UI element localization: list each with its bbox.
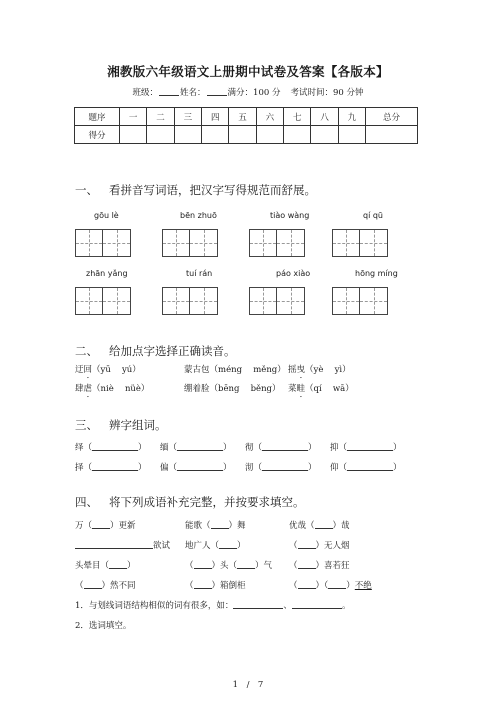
- pinyin-label: qí qū: [363, 211, 383, 220]
- exam-info: [0, 86, 496, 98]
- answer-blank[interactable]: [219, 539, 237, 549]
- idiom-item: 欲试: [75, 539, 170, 551]
- reading-item: 菜畦（qí wā）: [288, 384, 354, 394]
- question-2: 2．选词填空。: [75, 621, 132, 631]
- time-label: 考试时间：90 分钟: [290, 88, 364, 98]
- section-4-heading: 四、 将下列成语补充完整，并按要求填空。: [75, 495, 305, 509]
- writing-box-group[interactable]: [249, 287, 305, 315]
- table-header-cell: 九: [338, 108, 365, 126]
- answer-blank[interactable]: [92, 461, 138, 471]
- table-header-cell: 五: [229, 108, 256, 126]
- char-item: 彻（ ）: [245, 443, 317, 453]
- idiom-item: 能歌（ ）舞: [185, 521, 246, 531]
- score-cell[interactable]: [338, 126, 365, 144]
- idiom-item: （ ）喜若狂: [289, 561, 350, 571]
- answer-blank[interactable]: [298, 559, 316, 569]
- answer-blank[interactable]: [298, 579, 316, 589]
- table-header-cell: 六: [256, 108, 283, 126]
- answer-blank[interactable]: [347, 441, 393, 451]
- answer-blank[interactable]: [109, 559, 127, 569]
- score-cell[interactable]: [284, 126, 311, 144]
- class-label: 班级：: [132, 88, 159, 98]
- idiom-item: 地广人（ ）: [185, 541, 246, 551]
- writing-box-group[interactable]: [332, 229, 388, 257]
- answer-blank[interactable]: [315, 519, 333, 529]
- idiom-item: 万（ ）更新: [75, 521, 136, 531]
- answer-blank[interactable]: [92, 519, 110, 529]
- answer-blank[interactable]: [194, 579, 212, 589]
- pinyin-label: tiào wàng: [270, 211, 310, 220]
- score-cell[interactable]: [311, 126, 338, 144]
- answer-blank[interactable]: [177, 441, 223, 451]
- name-label: 姓名：: [180, 88, 206, 98]
- page-number: 1 / 7: [232, 680, 264, 690]
- pinyin-label: tuí rán: [186, 269, 213, 278]
- section-1-heading: 一、 看拼音写词语，把汉字写得规范而舒展。: [75, 183, 316, 197]
- question-1: 1．与划线词语结构相似的词有很多，如： 、 。: [75, 601, 351, 611]
- char-item: 沏（ ）: [245, 463, 317, 473]
- underlined-word: 不绝: [354, 581, 372, 591]
- section-3-heading: 三、 辨字组词。: [75, 418, 167, 432]
- answer-blank[interactable]: [211, 519, 229, 529]
- table-header-cell: 八: [311, 108, 338, 126]
- table-row-label: 得分: [75, 126, 120, 144]
- pinyin-label: páo xiào: [276, 269, 311, 278]
- score-label: 满分：100 分: [227, 88, 281, 98]
- answer-blank[interactable]: [292, 599, 342, 609]
- reading-item: 绷着脸（bēng běng）: [184, 384, 281, 394]
- score-cell[interactable]: [147, 126, 174, 144]
- writing-box-group[interactable]: [75, 287, 131, 315]
- answer-blank[interactable]: [75, 539, 153, 549]
- answer-blank[interactable]: [262, 441, 308, 451]
- score-cell[interactable]: [120, 126, 147, 144]
- score-cell[interactable]: [174, 126, 201, 144]
- char-item: 绎（ ）: [75, 443, 147, 453]
- answer-blank[interactable]: [328, 579, 346, 589]
- section-2-heading: 二、 给加点字选择正确读音。: [75, 344, 236, 358]
- char-item: 缅（ ）: [160, 443, 232, 453]
- score-cell[interactable]: [202, 126, 229, 144]
- idiom-item: （ ）箱倒柜: [185, 581, 246, 591]
- table-header-cell: 题序: [75, 108, 120, 126]
- reading-item: 迂回（yū yú）: [75, 365, 141, 375]
- idiom-item: （ ）（ ）不绝: [289, 581, 372, 591]
- table-header-cell: 一: [120, 108, 147, 126]
- answer-blank[interactable]: [347, 461, 393, 471]
- table-header-cell: 二: [147, 108, 174, 126]
- answer-blank[interactable]: [177, 461, 223, 471]
- idiom-item: （ ）无人烟: [289, 541, 350, 551]
- writing-box-group[interactable]: [162, 287, 218, 315]
- score-value-row: [75, 126, 418, 144]
- char-item: 择（ ）: [75, 463, 147, 473]
- answer-blank[interactable]: [262, 461, 308, 471]
- reading-item: 肆虐（niè nüè）: [75, 384, 150, 394]
- char-item: 仰（ ）: [330, 463, 402, 473]
- answer-blank[interactable]: [233, 599, 283, 609]
- writing-box-group[interactable]: [162, 229, 218, 257]
- table-header-cell: 七: [284, 108, 311, 126]
- exam-title: 湘教版六年级语文上册期中试卷及答案【各版本】: [107, 64, 389, 79]
- answer-blank[interactable]: [92, 441, 138, 451]
- answer-blank[interactable]: [84, 579, 102, 589]
- writing-box-group[interactable]: [75, 229, 131, 257]
- pinyin-label: hōng míng: [355, 269, 398, 278]
- writing-box-group[interactable]: [249, 229, 305, 257]
- writing-box-group[interactable]: [332, 287, 388, 315]
- score-header-row: [75, 108, 418, 126]
- score-cell[interactable]: [366, 126, 418, 144]
- idiom-item: 头晕目（ ）: [75, 561, 136, 571]
- score-table: [74, 107, 418, 144]
- pinyin-label: zhān yǎng: [86, 269, 128, 278]
- score-cell[interactable]: [229, 126, 256, 144]
- reading-item: 蒙古包（méng měng）: [184, 365, 286, 375]
- table-header-cell: 三: [174, 108, 201, 126]
- reading-item: 摇曳（yè yì）: [288, 365, 351, 375]
- name-blank[interactable]: [207, 86, 227, 96]
- class-blank[interactable]: [159, 86, 179, 96]
- score-cell[interactable]: [256, 126, 283, 144]
- answer-blank[interactable]: [298, 539, 316, 549]
- answer-blank[interactable]: [194, 559, 212, 569]
- pinyin-label: gōu lè: [94, 211, 119, 220]
- char-item: 偏（ ）: [160, 463, 232, 473]
- pinyin-label: bēn zhuō: [180, 211, 217, 220]
- idiom-item: （ ）头（ ）气: [185, 561, 273, 571]
- answer-blank[interactable]: [237, 559, 255, 569]
- idiom-item: 优哉（ ）哉: [289, 521, 350, 531]
- char-item: 抑（ ）: [330, 443, 402, 453]
- table-header-cell: 总分: [366, 108, 418, 126]
- table-header-cell: 四: [202, 108, 229, 126]
- idiom-item: （ ）然不同: [75, 581, 136, 591]
